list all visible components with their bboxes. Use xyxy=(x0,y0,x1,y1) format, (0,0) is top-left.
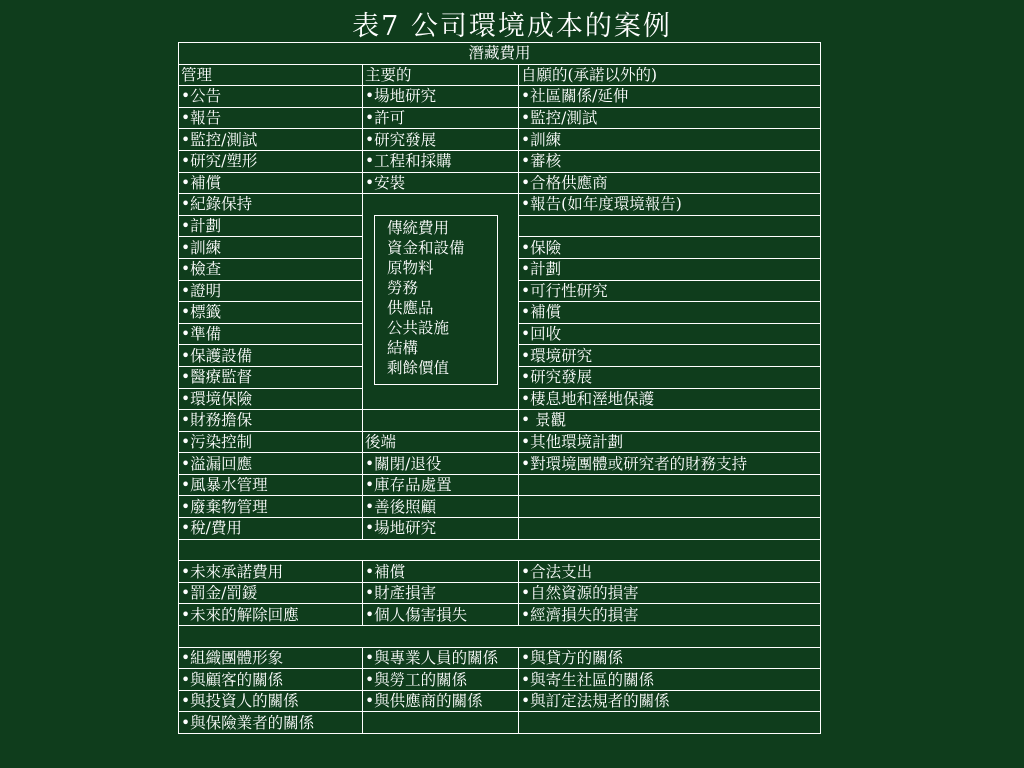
table-cell: •檢查 xyxy=(179,258,363,280)
column-header-row xyxy=(179,64,821,86)
table-cell: •保險 xyxy=(519,237,821,259)
table-cell: •與專業人員的關係 xyxy=(363,647,519,669)
environmental-cost-table xyxy=(178,42,821,734)
table-row xyxy=(179,474,821,496)
table-cell: •準備 xyxy=(179,323,363,345)
table-cell: •棲息地和溼地保護 xyxy=(519,388,821,410)
table-cell: •可行性研究 xyxy=(519,280,821,302)
table-row xyxy=(179,582,821,604)
table-cell: •訓練 xyxy=(179,237,363,259)
table-cell xyxy=(363,712,519,734)
table-cell: •回收 xyxy=(519,323,821,345)
table-cell: •罰金/罰鍰 xyxy=(179,582,363,604)
table-row xyxy=(179,518,821,540)
traditional-cost-item: 公共設施 xyxy=(387,319,450,338)
table-cell: •合格供應商 xyxy=(519,172,821,194)
table-row xyxy=(179,561,821,583)
table-cell: •環境保險 xyxy=(179,388,363,410)
table-cell: •監控/測試 xyxy=(519,107,821,129)
table-cell: •社區關係/延伸 xyxy=(519,86,821,108)
table-cell: •對環境團體或研究者的財務支持 xyxy=(519,453,821,475)
table-cell: •與勞工的關係 xyxy=(363,669,519,691)
table-cell: •場地研究 xyxy=(363,86,519,108)
table-cell: •庫存品處置 xyxy=(363,474,519,496)
table-cell: •善後照顧 xyxy=(363,496,519,518)
spacer-row xyxy=(179,539,821,561)
traditional-cost-box xyxy=(374,215,498,385)
table-header: 潛藏費用 xyxy=(179,43,821,65)
traditional-cost-item: 資金和設備 xyxy=(387,239,465,258)
spacer-row xyxy=(179,626,821,648)
table-cell xyxy=(519,496,821,518)
table-cell: •紀錄保持 xyxy=(179,194,363,216)
table-cell: •保護設備 xyxy=(179,345,363,367)
column-header: 主要的 xyxy=(363,64,519,86)
table-cell xyxy=(519,215,821,237)
table-row xyxy=(179,86,821,108)
table-cell xyxy=(519,712,821,734)
table-cell: •自然資源的損害 xyxy=(519,582,821,604)
table-cell: •安裝 xyxy=(363,172,519,194)
table-cell: •財產損害 xyxy=(363,582,519,604)
table-cell: •關閉/退役 xyxy=(363,453,519,475)
table-cell: •溢漏回應 xyxy=(179,453,363,475)
table-row xyxy=(179,690,821,712)
table-cell: •與投資人的關係 xyxy=(179,690,363,712)
table-cell: •許可 xyxy=(363,107,519,129)
table-cell: •審核 xyxy=(519,150,821,172)
traditional-cost-item: 勞務 xyxy=(387,279,419,298)
table-row xyxy=(179,712,821,734)
table-cell: •風暴水管理 xyxy=(179,474,363,496)
table-cell: •環境研究 xyxy=(519,345,821,367)
table-row xyxy=(179,453,821,475)
table-cell: •研究/塑形 xyxy=(179,150,363,172)
traditional-cost-item: 供應品 xyxy=(387,299,434,318)
traditional-cost-cell xyxy=(363,194,519,410)
table-cell: •報告(如年度環境報告) xyxy=(519,194,821,216)
spacer-cell xyxy=(179,626,821,648)
table-cell: •與供應商的關係 xyxy=(363,690,519,712)
table-row xyxy=(179,129,821,151)
table-cell: •訓練 xyxy=(519,129,821,151)
header-row xyxy=(179,43,821,65)
table-cell: •補償 xyxy=(179,172,363,194)
table-cell: •補償 xyxy=(363,561,519,583)
table-cell: •與訂定法規者的關係 xyxy=(519,690,821,712)
table-cell: •研究發展 xyxy=(519,366,821,388)
empty-cell xyxy=(363,410,519,432)
table-cell: •污染控制 xyxy=(179,431,363,453)
table-cell: •計劃 xyxy=(179,215,363,237)
table-cell: •與保險業者的關係 xyxy=(179,712,363,734)
table-cell: •與貸方的關係 xyxy=(519,647,821,669)
table-cell: •經濟損失的損害 xyxy=(519,604,821,626)
table-cell: •財務擔保 xyxy=(179,410,363,432)
table-row xyxy=(179,669,821,691)
table-cell: •場地研究 xyxy=(363,518,519,540)
table-row xyxy=(179,496,821,518)
spacer-cell xyxy=(179,539,821,561)
page-title: 表7 公司環境成本的案例 xyxy=(352,11,672,42)
column-header: 自願的(承諾以外的) xyxy=(519,64,821,86)
table-cell: •廢棄物管理 xyxy=(179,496,363,518)
table-cell: 後端 xyxy=(363,431,519,453)
traditional-cost-item: 剩餘價值 xyxy=(387,359,450,378)
table-cell: •計劃 xyxy=(519,258,821,280)
table-cell: •其他環境計劃 xyxy=(519,431,821,453)
table-cell: •個人傷害損失 xyxy=(363,604,519,626)
table-row xyxy=(179,647,821,669)
table-row xyxy=(179,107,821,129)
traditional-cost-title: 傳統費用 xyxy=(387,219,450,238)
table-row xyxy=(179,431,821,453)
column-header: 管理 xyxy=(179,64,363,86)
table-cell: •未來承諾費用 xyxy=(179,561,363,583)
table-cell: •報告 xyxy=(179,107,363,129)
traditional-cost-item: 結構 xyxy=(387,339,419,358)
table-cell: •研究發展 xyxy=(363,129,519,151)
table-cell: •合法支出 xyxy=(519,561,821,583)
table-cell: •與寄生社區的關係 xyxy=(519,669,821,691)
table-row xyxy=(179,410,821,432)
table-row xyxy=(179,172,821,194)
table-cell: •證明 xyxy=(179,280,363,302)
table-cell: •公告 xyxy=(179,86,363,108)
table-cell xyxy=(519,518,821,540)
table-cell: •工程和採購 xyxy=(363,150,519,172)
table-cell: •標籤 xyxy=(179,302,363,324)
table-cell: •監控/測試 xyxy=(179,129,363,151)
table-row xyxy=(179,150,821,172)
table-cell: •稅/費用 xyxy=(179,518,363,540)
table-cell: •醫療監督 xyxy=(179,366,363,388)
table-cell: •未來的解除回應 xyxy=(179,604,363,626)
table-cell: • 景觀 xyxy=(519,410,821,432)
table-cell: •補償 xyxy=(519,302,821,324)
table-cell: •組織團體形象 xyxy=(179,647,363,669)
table-row xyxy=(179,604,821,626)
table-cell xyxy=(519,474,821,496)
table-cell: •與顧客的關係 xyxy=(179,669,363,691)
traditional-cost-item: 原物料 xyxy=(387,259,434,278)
table-row xyxy=(179,194,821,216)
